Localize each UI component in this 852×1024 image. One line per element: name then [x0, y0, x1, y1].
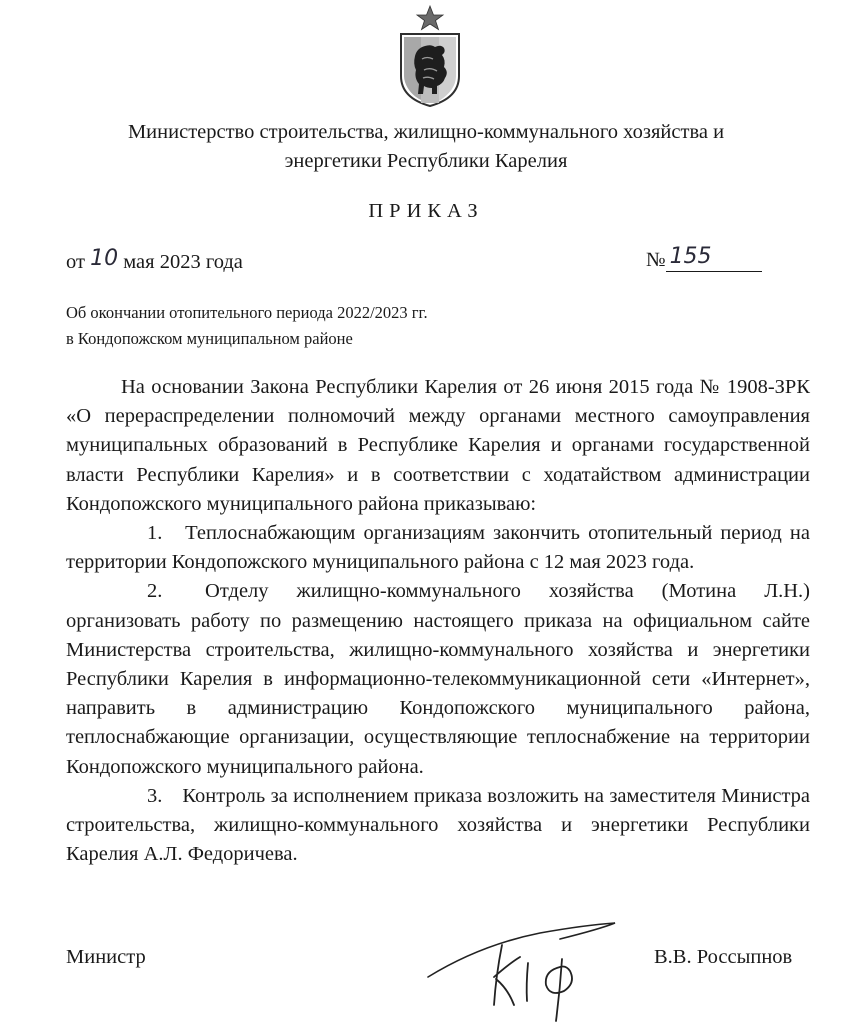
item-number: 3.: [147, 784, 163, 807]
karelia-coat-of-arms-icon: [397, 4, 463, 108]
date-day-handwritten: 10: [90, 246, 119, 271]
ministry-name: [60, 118, 792, 176]
signatory-name: В.В. Россыпнов: [654, 946, 793, 968]
number-field: [666, 244, 762, 272]
item-number: 1.: [147, 522, 163, 545]
item-text: Контроль за исполнением приказа возложить на заместителя Министра строительства, жилищно-коммунального хозяйства и энергетики Республики Карелия А.Л. Федоричева.: [66, 784, 810, 866]
signature-stroke-k: [494, 945, 520, 1005]
number-label: №: [646, 249, 666, 271]
handwritten-signature-icon: [410, 905, 640, 1024]
ministry-name-line-1: Министерство строительства, жилищно-коммунального хозяйства и: [127, 121, 725, 143]
item-number: 2.: [147, 580, 163, 603]
order-subject: [66, 300, 428, 352]
order-body: [66, 373, 810, 869]
intro-paragraph: На основании Закона Республики Карелия от 26 июня 2015 года № 1908-ЗРК «О перераспределении полномочий между органами местного самоуправления муниципальных образований в Республике Карелия и органами государственной власти Республики Карелия» и в соответствии с ходатайством администрации Кондопожского муниципального района приказываю:: [66, 376, 810, 515]
emblem-star: [417, 6, 443, 30]
item-text: Теплоснабжающим организациям закончить отопительный период на территории Кондопожского муниципального района с 12 мая 2023 года.: [66, 522, 810, 574]
item-text: Отделу жилищно-коммунального хозяйства (Мотина Л.Н.) организовать работу по размещению настоящего приказа на официальном сайте Министерства строительства, жилищно-коммунального хозяйства и энергетики Республики Карелия в информационно-телекоммуникационной сети «Интернет», направить в администрацию Кондопожского муниципального района, теплоснабжающие организации, осуществляющие теплоснабжение на территории Кондопожского муниципального района.: [66, 580, 810, 778]
order-number: [646, 244, 762, 272]
order-title: ПРИКАЗ: [368, 200, 484, 222]
date-rest: мая 2023 года: [123, 251, 243, 273]
subject-line-2: в Кондопожском муниципальном районе: [66, 329, 353, 348]
order-item-2: [66, 577, 810, 781]
subject-line-1: Об окончании отопительного периода 2022/2023 гг.: [66, 303, 428, 322]
order-item-1: [66, 519, 810, 577]
signatory-title: Министр: [66, 946, 146, 968]
order-date: [66, 246, 243, 274]
signature-stroke-main: [428, 923, 615, 977]
number-value-handwritten: 155: [669, 244, 712, 269]
date-prefix: от: [66, 251, 85, 273]
order-item-3: [66, 782, 810, 870]
signature-stroke-loop: [546, 959, 572, 1021]
signature-stroke-bar: [527, 963, 528, 1001]
ministry-name-line-2: энергетики Республики Карелия: [284, 150, 568, 172]
